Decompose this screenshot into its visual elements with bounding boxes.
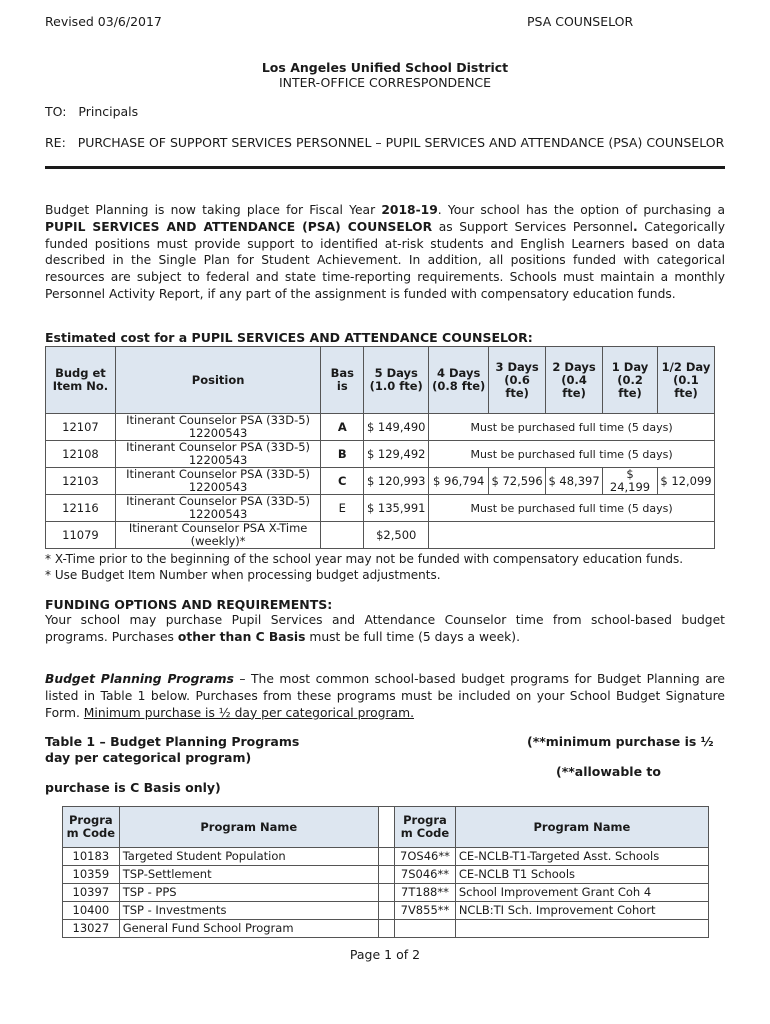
intro-text-3: as Support Services Personnel	[432, 219, 634, 234]
position-cell: Itinerant Counselor PSA X-Time (weekly)*	[115, 522, 320, 549]
intro-period: .	[633, 219, 638, 234]
cost-2-days: $ 48,397	[546, 468, 603, 495]
basis-cell: C	[321, 468, 364, 495]
cost-table-title: Estimated cost for a PUPIL SERVICES AND ATTENDANCE COUNSELOR:	[45, 330, 533, 345]
table-row	[46, 441, 715, 468]
table1-title-line2: day per categorical program)	[45, 749, 252, 765]
table-row	[63, 884, 709, 902]
header-program-name-2: Program Name	[455, 807, 708, 848]
full-time-note: Must be purchased full time (5 days)	[429, 414, 715, 441]
spacer-cell	[378, 807, 394, 848]
empty-cell	[429, 522, 715, 549]
to-label: TO:	[45, 104, 67, 119]
funding-bold: other than C Basis	[177, 629, 306, 644]
funding-text-2: must be full time (5 days a week).	[305, 629, 521, 644]
table-row	[63, 920, 709, 938]
table-row	[46, 522, 715, 549]
program-code-2: 7V855**	[395, 902, 456, 920]
to-value: Principals	[78, 104, 139, 119]
cost-5-days: $2,500	[364, 522, 429, 549]
program-name-2: CE-NCLB T1 Schools	[455, 866, 708, 884]
program-code: 10397	[63, 884, 120, 902]
funding-text-1: Your school may purchase Pupil Services and Attendance Counselor time from school-based budget programs. Purchases	[45, 613, 725, 644]
cost-4-days: $ 96,794	[429, 468, 489, 495]
header-half-day: 1/2 Day (0.1 fte)	[657, 347, 714, 414]
program-code-2: 7OS46**	[395, 848, 456, 866]
item-number: 12107	[46, 414, 116, 441]
cost-5-days: $ 149,490	[364, 414, 429, 441]
cost-table	[45, 346, 715, 549]
table1-allowable: (**allowable to	[556, 764, 661, 779]
cost-5-days: $ 135,991	[364, 495, 429, 522]
table-row	[63, 902, 709, 920]
cost-5-days: $ 129,492	[364, 441, 429, 468]
header-1-day: 1 Day (0.2 fte)	[603, 347, 658, 414]
basis-cell: A	[321, 414, 364, 441]
header-3-days: 3 Days (0.6 fte)	[489, 347, 546, 414]
program-name-2: NCLB:TI Sch. Improvement Cohort	[455, 902, 708, 920]
spacer-cell	[378, 848, 394, 866]
spacer-cell	[378, 866, 394, 884]
page-number: Page 1 of 2	[349, 947, 421, 962]
cost-header-row	[46, 347, 715, 414]
district-name: Los Angeles Unified School District	[261, 60, 509, 75]
table-row	[63, 848, 709, 866]
cost-3-days: $ 72,596	[489, 468, 546, 495]
header-2-days: 2 Days (0.4 fte)	[546, 347, 603, 414]
table1-title-line1: Table 1 – Budget Planning Programs	[45, 734, 300, 749]
table-row	[46, 495, 715, 522]
intro-text-2: . Your school has the option of purchasing a	[437, 203, 725, 217]
table1-c-basis: purchase is C Basis only)	[45, 780, 221, 795]
header-program-code: Progra m Code	[63, 807, 120, 848]
intro-text-1: Budget Planning is now taking place for Fiscal Year	[45, 203, 382, 217]
programs-paragraph	[45, 671, 725, 721]
header-item-no: Budg et Item No.	[46, 347, 116, 414]
intro-text-5: Categorically funded positions must provide support to identified at-risk students and English Learners based on data described in the Single Plan for Student Achievement. In addition, all positions funded with categorical resources are subject to federal and state time-reporting requirements. Schools must maintain a monthly Personnel Activity Report, if any part of the assignment is funded with compensatory education funds.	[45, 219, 726, 301]
table-row	[46, 414, 715, 441]
full-time-note: Must be purchased full time (5 days)	[429, 495, 715, 522]
program-code: 10400	[63, 902, 120, 920]
header-4-days: 4 Days (0.8 fte)	[429, 347, 489, 414]
item-number: 12116	[46, 495, 116, 522]
position-name: PUPIL SERVICES AND ATTENDANCE (PSA) COUNSELOR	[45, 219, 433, 234]
table-row	[46, 468, 715, 495]
program-code: 13027	[63, 920, 120, 938]
cost-half-day: $ 12,099	[657, 468, 714, 495]
funding-title: FUNDING OPTIONS AND REQUIREMENTS:	[45, 597, 333, 612]
spacer-cell	[378, 902, 394, 920]
x-time-note: * X-Time prior to the beginning of the school year may not be funded with compensatory education funds.	[45, 552, 684, 566]
program-name: TSP - PPS	[119, 884, 378, 902]
program-name-2: School Improvement Grant Coh 4	[455, 884, 708, 902]
document-role: PSA COUNSELOR	[527, 14, 634, 29]
header-basis: Bas is	[321, 347, 364, 414]
program-code-2	[395, 920, 456, 938]
table1-min-purchase: (**minimum purchase is ½	[527, 734, 714, 749]
basis-cell: B	[321, 441, 364, 468]
header-position: Position	[115, 347, 320, 414]
re-value: PURCHASE OF SUPPORT SERVICES PERSONNEL – PUPIL SERVICES AND ATTENDANCE (PSA) COUNSELOR	[77, 135, 725, 150]
spacer-cell	[378, 884, 394, 902]
re-line	[45, 135, 725, 150]
cost-5-days: $ 120,993	[364, 468, 429, 495]
program-name-2	[455, 920, 708, 938]
header-5-days: 5 Days (1.0 fte)	[364, 347, 429, 414]
budget-item-note: * Use Budget Item Number when processing budget adjustments.	[45, 568, 441, 582]
item-number: 11079	[46, 522, 116, 549]
fiscal-year: 2018-19	[381, 203, 438, 217]
item-number: 12103	[46, 468, 116, 495]
to-line	[45, 104, 138, 119]
table1-title	[45, 734, 299, 765]
header-program-name: Program Name	[119, 807, 378, 848]
basis-cell	[321, 522, 364, 549]
program-name: General Fund School Program	[119, 920, 378, 938]
position-cell: Itinerant Counselor PSA (33D-5) 12200543	[115, 414, 320, 441]
program-code: 10183	[63, 848, 120, 866]
position-cell: Itinerant Counselor PSA (33D-5) 12200543	[115, 495, 320, 522]
program-code: 10359	[63, 866, 120, 884]
header-program-code-2: Progra m Code	[395, 807, 456, 848]
spacer-cell	[378, 920, 394, 938]
re-label: RE:	[45, 135, 66, 150]
table-row	[63, 866, 709, 884]
intro-paragraph	[45, 202, 725, 303]
header-divider	[45, 166, 725, 169]
program-name: TSP-Settlement	[119, 866, 378, 884]
correspondence-type: INTER-OFFICE CORRESPONDENCE	[278, 75, 492, 90]
program-name: TSP - Investments	[119, 902, 378, 920]
position-cell: Itinerant Counselor PSA (33D-5) 12200543	[115, 441, 320, 468]
program-header-row	[63, 807, 709, 848]
program-code-2: 7T188**	[395, 884, 456, 902]
full-time-note: Must be purchased full time (5 days)	[429, 441, 715, 468]
basis-cell: E	[321, 495, 364, 522]
program-name: Targeted Student Population	[119, 848, 378, 866]
position-cell: Itinerant Counselor PSA (33D-5) 12200543	[115, 468, 320, 495]
programs-text: – The most common school-based budget programs for Budget Planning are listed in Table 1 below. Purchases from these programs must be included on your School Budget Signature Form.	[45, 672, 726, 720]
cost-1-day: $ 24,199	[603, 468, 658, 495]
program-name-2: CE-NCLB-T1-Targeted Asst. Schools	[455, 848, 708, 866]
programs-lead: Budget Planning Programs	[45, 672, 234, 686]
item-number: 12108	[46, 441, 116, 468]
minimum-purchase-note: Minimum purchase is ½ day per categorical program.	[83, 705, 414, 720]
funding-paragraph	[45, 612, 725, 646]
program-code-2: 7S046**	[395, 866, 456, 884]
program-table	[62, 806, 709, 938]
revised-date: Revised 03/6/2017	[45, 14, 162, 29]
